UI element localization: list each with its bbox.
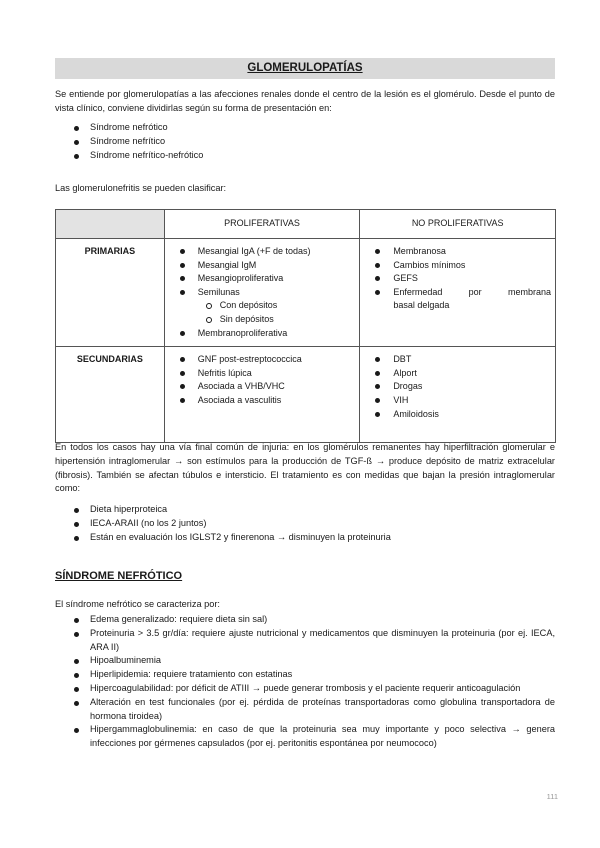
list-item: Mesangial IgM (165, 259, 356, 273)
enfermedad-line (393, 286, 551, 300)
section-title: SÍNDROME NEFRÓTICO (55, 570, 183, 582)
list-item: Síndrome nefrítico (55, 135, 555, 149)
cell-secundarias-no-proliferativas (360, 347, 556, 443)
list-item: Alteración en test funcionales (por ej. pérdida de proteínas transportadoras como globulina transportadora de hormona tiroidea) (55, 696, 555, 724)
list-item: Asociada a VHB/VHC (165, 380, 356, 394)
sub-list-item: Sin depósitos (165, 313, 356, 327)
list-item: Nefritis lúpica (165, 367, 356, 381)
row-label-primarias: PRIMARIAS (56, 239, 165, 347)
list-item: Mesangioproliferativa (165, 272, 356, 286)
table-header-no-proliferativas: NO PROLIFERATIVAS (360, 210, 556, 239)
list-item: Amiloidosis (360, 408, 551, 422)
intro-paragraph: Se entiende por glomerulopatías a las afecciones renales donde el centro de la lesión es el glomérulo. Desde el punto de vista clínico, conviene dividirlas según su forma de presentación en: (55, 89, 555, 113)
classification-table (55, 209, 556, 443)
table-header-proliferativas: PROLIFERATIVAS (164, 210, 360, 239)
list-item: Síndrome nefrótico (55, 121, 555, 135)
injury-paragraph: En todos los casos hay una vía final común de injuria: en los glomérulos remanentes hay hiperfiltración glomerular e hipertensión intraglomerular → son estímulos para la producción de TGF-ß → produce depósito de matriz extracelular (fibrosis). También se afectan túbulos e intersticio. El tratamiento es con medidas que bajan la presión intraglomerular como: (55, 442, 555, 494)
list-item: DBT (360, 353, 551, 367)
list-item: Membranoproliferativa (165, 327, 356, 341)
list-item: Dieta hiperproteica (55, 503, 555, 517)
nephrotic-list (55, 613, 555, 751)
list-item: Hipoalbuminemia (55, 654, 555, 668)
list-item: Hipergammaglobulinemia: en caso de que la proteinuria sea muy importante y poco selectiva → genera infecciones por gérmenes capsulados (por ej. peritonitis espontánea por neumococo) (55, 723, 555, 751)
page-title: GLOMERULOPATÍAS (247, 62, 363, 74)
list-item: Mesangial IgA (+F de todas) (165, 245, 356, 259)
list-item: GEFS (360, 272, 551, 286)
list-item: Drogas (360, 380, 551, 394)
table-row-secundarias (56, 347, 556, 443)
title-bar (55, 58, 555, 79)
enfermedad-word: Enfermedad (393, 286, 443, 297)
list-item: Alport (360, 367, 551, 381)
list-item: IECA-ARAII (no los 2 juntos) (55, 517, 555, 531)
list-item: Semilunas (165, 286, 356, 300)
cell-primarias-no-proliferativas (360, 239, 556, 347)
table-header-empty (56, 210, 165, 239)
list-item (360, 286, 551, 313)
list-item: Edema generalizado: requiere dieta sin sal) (55, 613, 555, 627)
list-item: Hipercoagulabilidad: por déficit de ATIII → puede generar trombosis y el paciente requerir anticoagulación (55, 682, 555, 696)
table-header-row (56, 210, 556, 239)
row-label-secundarias: SECUNDARIAS (56, 347, 165, 443)
list-item: Asociada a vasculitis (165, 394, 356, 408)
sub-list-item: Con depósitos (165, 299, 356, 313)
list-item: Hiperlipidemia: requiere tratamiento con estatinas (55, 668, 555, 682)
list-item: VIH (360, 394, 551, 408)
enfermedad-word: membrana (507, 286, 551, 297)
list-item: Proteinuria > 3.5 gr/día: requiere ajuste nutricional y medicamentos que disminuyen la proteinuria (por ej. IECA, ARA II) (55, 627, 555, 655)
list-item: Cambios mínimos (360, 259, 551, 273)
classification-intro: Las glomerulonefritis se pueden clasificar: (55, 183, 227, 193)
nephrotic-intro: El síndrome nefrótico se caracteriza por: (55, 599, 220, 609)
treatment-list (55, 503, 555, 544)
list-item: Están en evaluación los IGLST2 y finerenona → disminuyen la proteinuria (55, 531, 555, 545)
page-number: 111 (546, 792, 558, 801)
enfermedad-continuation: basal delgada (393, 300, 450, 311)
cell-secundarias-proliferativas (164, 347, 360, 443)
enfermedad-word: por (468, 286, 482, 297)
list-item: Membranosa (360, 245, 551, 259)
list-item: Síndrome nefrítico-nefrótico (55, 149, 555, 163)
list-item: GNF post-estreptococcica (165, 353, 356, 367)
presentation-list (55, 121, 555, 162)
table-row-primarias (56, 239, 556, 347)
cell-primarias-proliferativas (164, 239, 360, 347)
